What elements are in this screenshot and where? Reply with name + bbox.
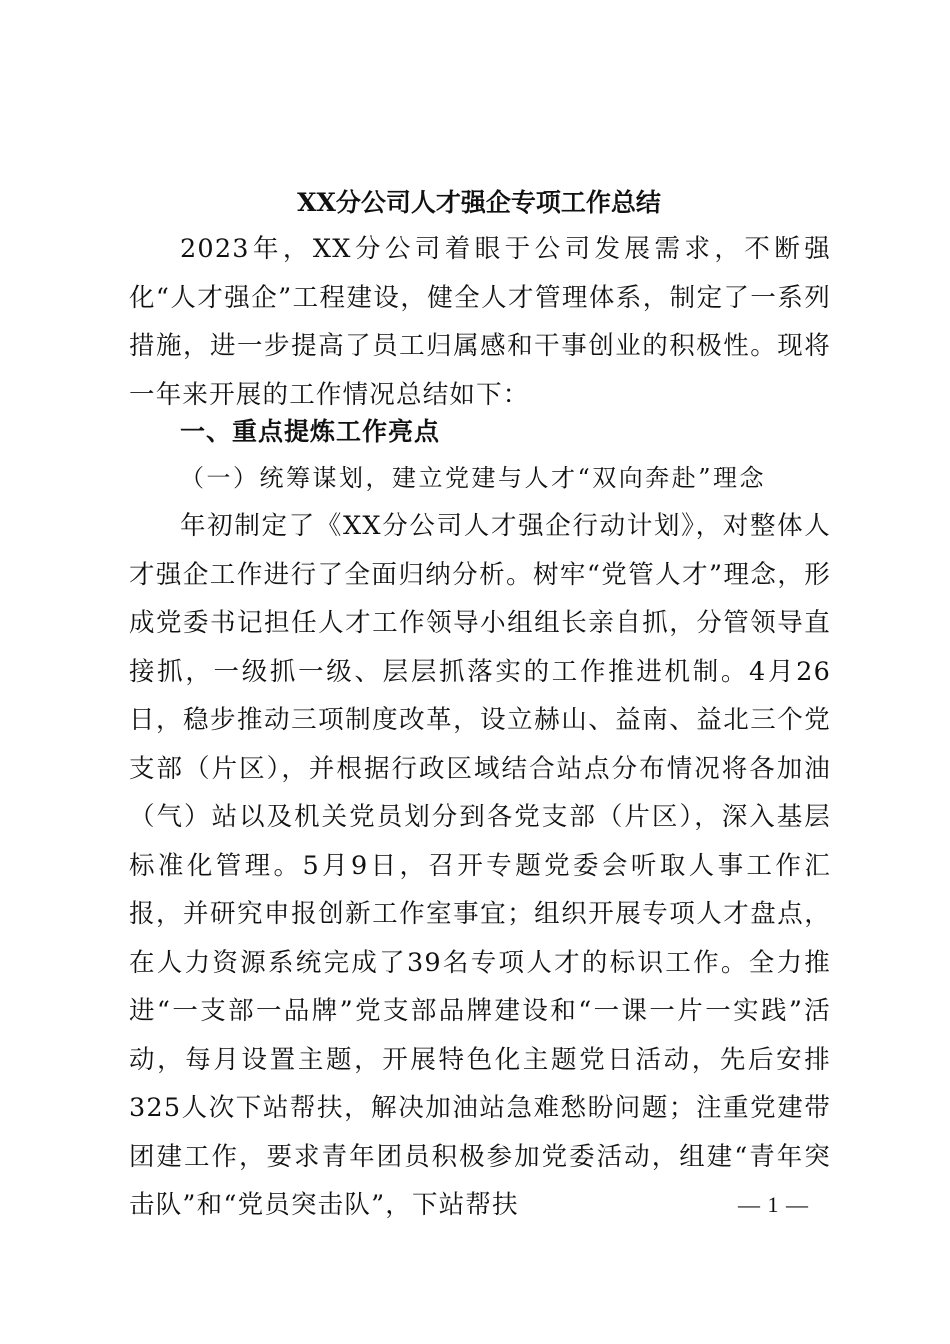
subsection-heading: （一）统筹谋划，建立党建与人才“双向奔赴”理念 — [180, 464, 767, 492]
section-heading: 一、重点提炼工作亮点 — [180, 417, 441, 446]
page-number: — 1 — — [738, 1192, 809, 1217]
body-paragraph: 年初制定了《XX分公司人才强企行动计划》，对整体人才强企工作进行了全面归纳分析。树牢“党管人才”理念，形成党委书记担任人才工作领导小组组长亲自抓，分管领导直接抓，一级抓一级、层层抓落实的工作推进机制。4月26日，稳步推动三项制度改革，设立赫山、益南、益北三个党支部（片区），并根据行政区域结合站点分布情况将各加油（气）站以及机关党员划分到各党支部（片区），深入基层标准化管理。5月9日，召开专题党委会听取人事工作汇报，并研究申报创新工作室事宜；组织开展专项人才盘点，在人力资源系统完成了39名专项人才的标识工作。全力推进“一支部一品牌”党支部品牌建设和“一课一片一实践”活动，每月设置主题，开展特色化主题党日活动，先后安排325人次下站帮扶，解决加油站急难愁盼问题；注重党建带团建工作，要求青年团员积极参加党委活动，组建“青年突击队”和“党员突击队”，下站帮扶 — [129, 511, 831, 1220]
document-title: XX分公司人才强企专项工作总结 — [297, 188, 661, 217]
intro-paragraph: 2023年，XX分公司着眼于公司发展需求，不断强化“人才强企”工程建设，健全人才管理体系，制定了一系列措施，进一步提高了员工归属感和干事创业的积极性。现将一年来开展的工作情况总结如下： — [129, 234, 831, 410]
